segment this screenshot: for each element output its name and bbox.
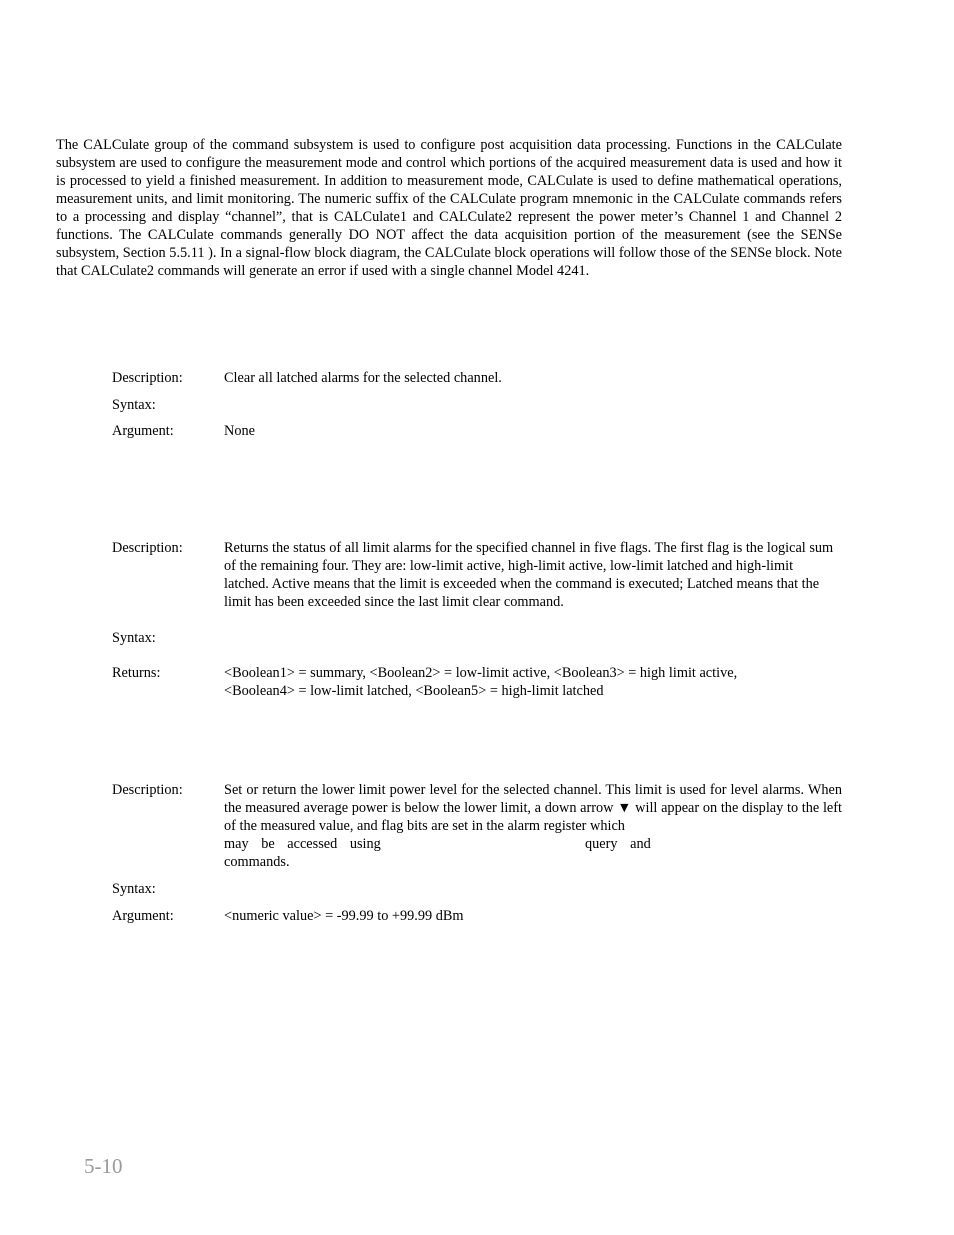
description-text-continued: may be accessed using: [224, 836, 381, 852]
argument-text: None: [224, 423, 255, 439]
description-label: Description:: [112, 370, 183, 386]
argument-label: Argument:: [112, 908, 174, 924]
intro-paragraph: The CALCulate group of the command subsystem is used to configure post acquisition data processing. Functions in the CALCulate subsystem are used to configure the measurement mode and control which portions of the acquired measurement data is used and how it is processed to yield a finished measurement. In addition to measurement mode, CALCulate is used to define mathematical operations, measurement units, and limit monitoring. The numeric suffix of the CALCulate program mnemonic in the CALCulate commands refers to a processing and display “channel”, that is CALCulate1 and CALCulate2 represent the power meter’s Channel 1 and Channel 2 functions. The CALCulate commands generally DO NOT affect the data acquisition portion of the measurement (see the SENSe subsystem, Section 5.5.11 ). In a signal-flow block diagram, the CALCulate block operations will follow those of the SENSe block. Note that CALCulate2 commands will generate an error if used with a single channel Model 4241.: [56, 137, 842, 279]
description-text: Set or return the lower limit power level for the selected channel. This limit is used for level alarms. When the measured average power is below the lower limit, a down arrow ▼ will appear on the display to the left of the measured value, and flag bits are set in the alarm register which: [224, 782, 842, 834]
returns-text-line-1: <Boolean1> = summary, <Boolean2> = low-limit active, <Boolean3> = high limit active,: [224, 665, 738, 681]
argument-text: <numeric value> = -99.99 to +99.99 dBm: [224, 908, 464, 924]
syntax-label: Syntax:: [112, 630, 156, 646]
description-text: Returns the status of all limit alarms for the specified channel in five flags. The first flag is the logical sum of the remaining four. They are: low-limit active, high-limit active, low-limit latched and high-limit latched. Active means that the limit is exceeded when the command is executed; Latched means that the limit has been exceeded since the last limit clear command.: [224, 540, 834, 610]
page-number: 5-10: [84, 1154, 123, 1178]
returns-text-line-2: <Boolean4> = low-limit latched, <Boolean5> = high-limit latched: [224, 683, 604, 699]
description-text: Clear all latched alarms for the selected channel.: [224, 370, 502, 386]
description-text-end: commands.: [224, 854, 290, 870]
description-label: Description:: [112, 782, 183, 798]
syntax-label: Syntax:: [112, 881, 156, 897]
description-text-query: query and: [585, 836, 651, 852]
description-label: Description:: [112, 540, 183, 556]
syntax-label: Syntax:: [112, 397, 156, 413]
returns-label: Returns:: [112, 665, 161, 681]
argument-label: Argument:: [112, 423, 174, 439]
